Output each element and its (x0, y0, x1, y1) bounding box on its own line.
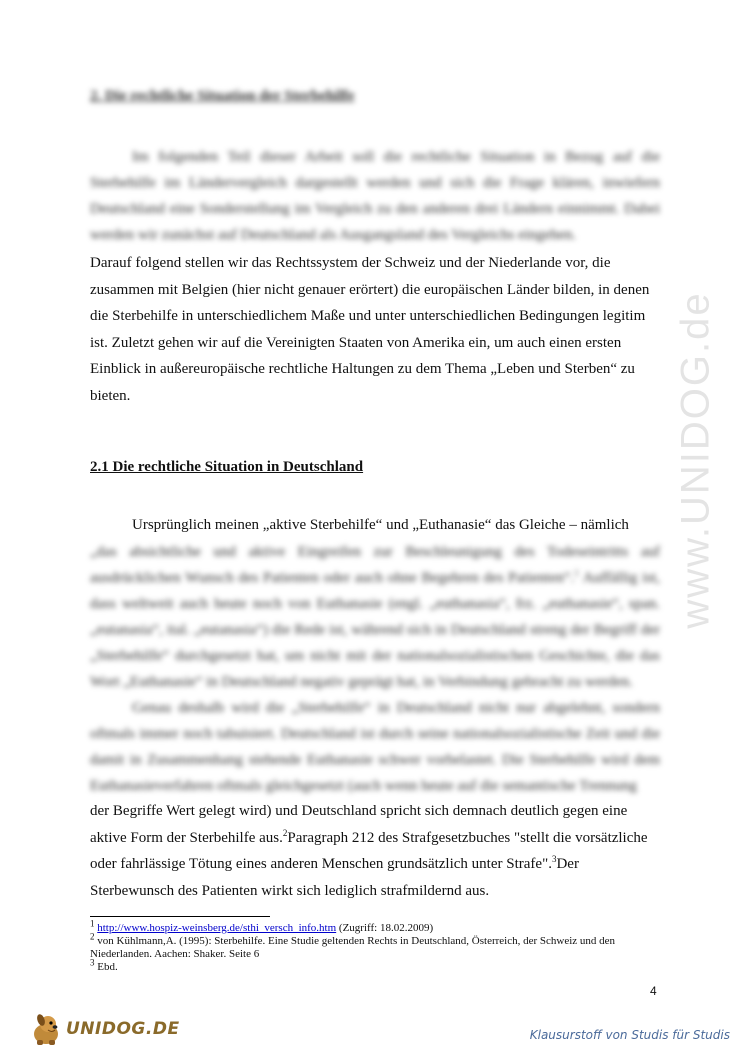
page-number: 4 (650, 984, 657, 998)
germany-line-part: Paragraph 212 des Strafgesetzbuches "stellt die vorsätzliche (287, 829, 648, 846)
unidog-logo (28, 1012, 180, 1046)
footnote-text: Ebd. (94, 961, 118, 973)
footnote-link[interactable]: http://www.hospiz-weinsberg.de/sthi_versch_info.htm (97, 922, 337, 934)
footnote-1 (90, 918, 670, 935)
footnotes (90, 918, 670, 974)
footnote-number: 2 (90, 931, 95, 942)
germany-line: Sterbewunsch des Patienten wirkt sich lediglich strafmildernd aus. (90, 882, 490, 899)
germany-paragraph-blurred (90, 539, 660, 799)
intro-line: die Sterbehilfe in unterschiedlichem Maße und unter unterschiedlichen Bedingungen legitim (90, 308, 646, 324)
intro-paragraph (90, 250, 660, 409)
intro-line: zusammen mit Belgien (hier nicht genauer erörtert) die europäischen Länder bilden, in denen (90, 281, 650, 298)
footnote-number: 3 (90, 957, 95, 968)
footnote-number: 1 (90, 918, 95, 929)
watermark: www.UNIDOG.de (673, 291, 718, 629)
intro-line: ist. Zuletzt gehen wir auf die Vereinigten Staaten von Amerika ein, um auch einen ersten (90, 334, 622, 351)
germany-first-line (90, 512, 660, 539)
tagline: Klausurstoff von Studis für Studis (529, 1028, 730, 1042)
footnote-2 (90, 931, 670, 961)
dog-mascot-icon (28, 1012, 64, 1046)
germany-line (90, 851, 660, 878)
germany-line (90, 825, 660, 852)
section-title: 2. Die rechtliche Situation der Sterbehilfe (90, 88, 355, 104)
footnote-3 (90, 957, 670, 974)
footnote-divider (90, 916, 270, 917)
germany-line-part: oder fahrlässige Tötung eines anderen Menschen grundsätzlich unter Strafe". (90, 856, 552, 872)
intro-line: Einblick in außereuropäische rechtliche Haltungen zu dem Thema „Leben und Sterben“ zu (90, 361, 635, 377)
germany-blurred-text-2: Auffällig ist, dass weltweit auch heute noch von Euthanasie (engl. „euthanasia“, frz. „euthanasie“, span. „eutanasia“, ital. „eutanasia“) die Rede ist, während sich in Deutschland streng der Begriff der „Sterbehilfe“ durchgesetzt hat, um nicht mit der nationalsozialistischen Geschichte, die das Wort „Euthanasie“ in Deutschland negativ geprägt hat, in Verbindung gebracht zu werden. (90, 570, 660, 690)
germany-line: der Begriffe Wert gelegt wird) und Deutschland spricht sich demnach deutlich gegen eine (90, 803, 628, 819)
germany-blurred-text-3: Genau deshalb wird die „Sterbehilfe“ in Deutschland nicht nur abgelehnt, sondern oftmals immer noch tabuisiert. Deutschland ist durch seine nationalsozialistische Zeit und die damit in Zusammenhang stehende Euthanasie schwer vorbelastet. Die Sterbehilfe wird dem Euthanasieverfahren oftmals gleichgesetzt (auch wenn heute auf die semantische Trennung (90, 700, 660, 794)
intro-line: bieten. (90, 387, 131, 404)
footnote-ref: 3 (551, 854, 557, 864)
footnote-ref: 2 (282, 827, 288, 838)
germany-line-part: Der (556, 856, 579, 872)
footnote-text: (Zugriff: 18.02.2009) (336, 922, 434, 934)
intro-blurred-text: Im folgenden Teil dieser Arbeit soll die rechtliche Situation in Bezug auf die Sterbehilfe im Ländervergleich dargestellt werden und sich die Frage klären, inwiefern Deutschland eine Sonderstellung im Vergleich zu den anderen drei Ländern einnimmt. Dabei werden wir zunächst auf Deutschland als Ausgangsland des Vergleichs eingehen. (90, 149, 660, 243)
intro-paragraph-blurred (90, 144, 660, 248)
germany-line-part: aktive Form der Sterbehilfe aus. (90, 829, 283, 846)
subsection-title: 2.1 Die rechtliche Situation in Deutschland (90, 459, 364, 475)
logo-text: UNIDOG.DE (66, 1019, 180, 1039)
germany-blurred-text-1: „das absichtliche und aktive Eingreifen zur Beschleunigung des Todeseintritts auf ausdrücklichen Wunsch des Patienten oder auch ohne Begehren des Patienten“. (90, 544, 660, 586)
footnote-text: von Kühlmann,A. (1995): Sterbehilfe. Eine Studie geltenden Rechts in Deutschland, Österreich, der Schweiz und den Niederlanden. Aachen: Shaker. Seite 6 (90, 935, 616, 960)
germany-paragraph (90, 798, 660, 904)
intro-line: Darauf folgend stellen wir das Rechtssystem der Schweiz und der Niederlande vor, die (90, 255, 611, 271)
footnote-ref: 1 (574, 568, 579, 578)
germany-first-line-text: Ursprünglich meinen „aktive Sterbehilfe“ und „Euthanasie“ das Gleiche – nämlich (132, 517, 629, 533)
